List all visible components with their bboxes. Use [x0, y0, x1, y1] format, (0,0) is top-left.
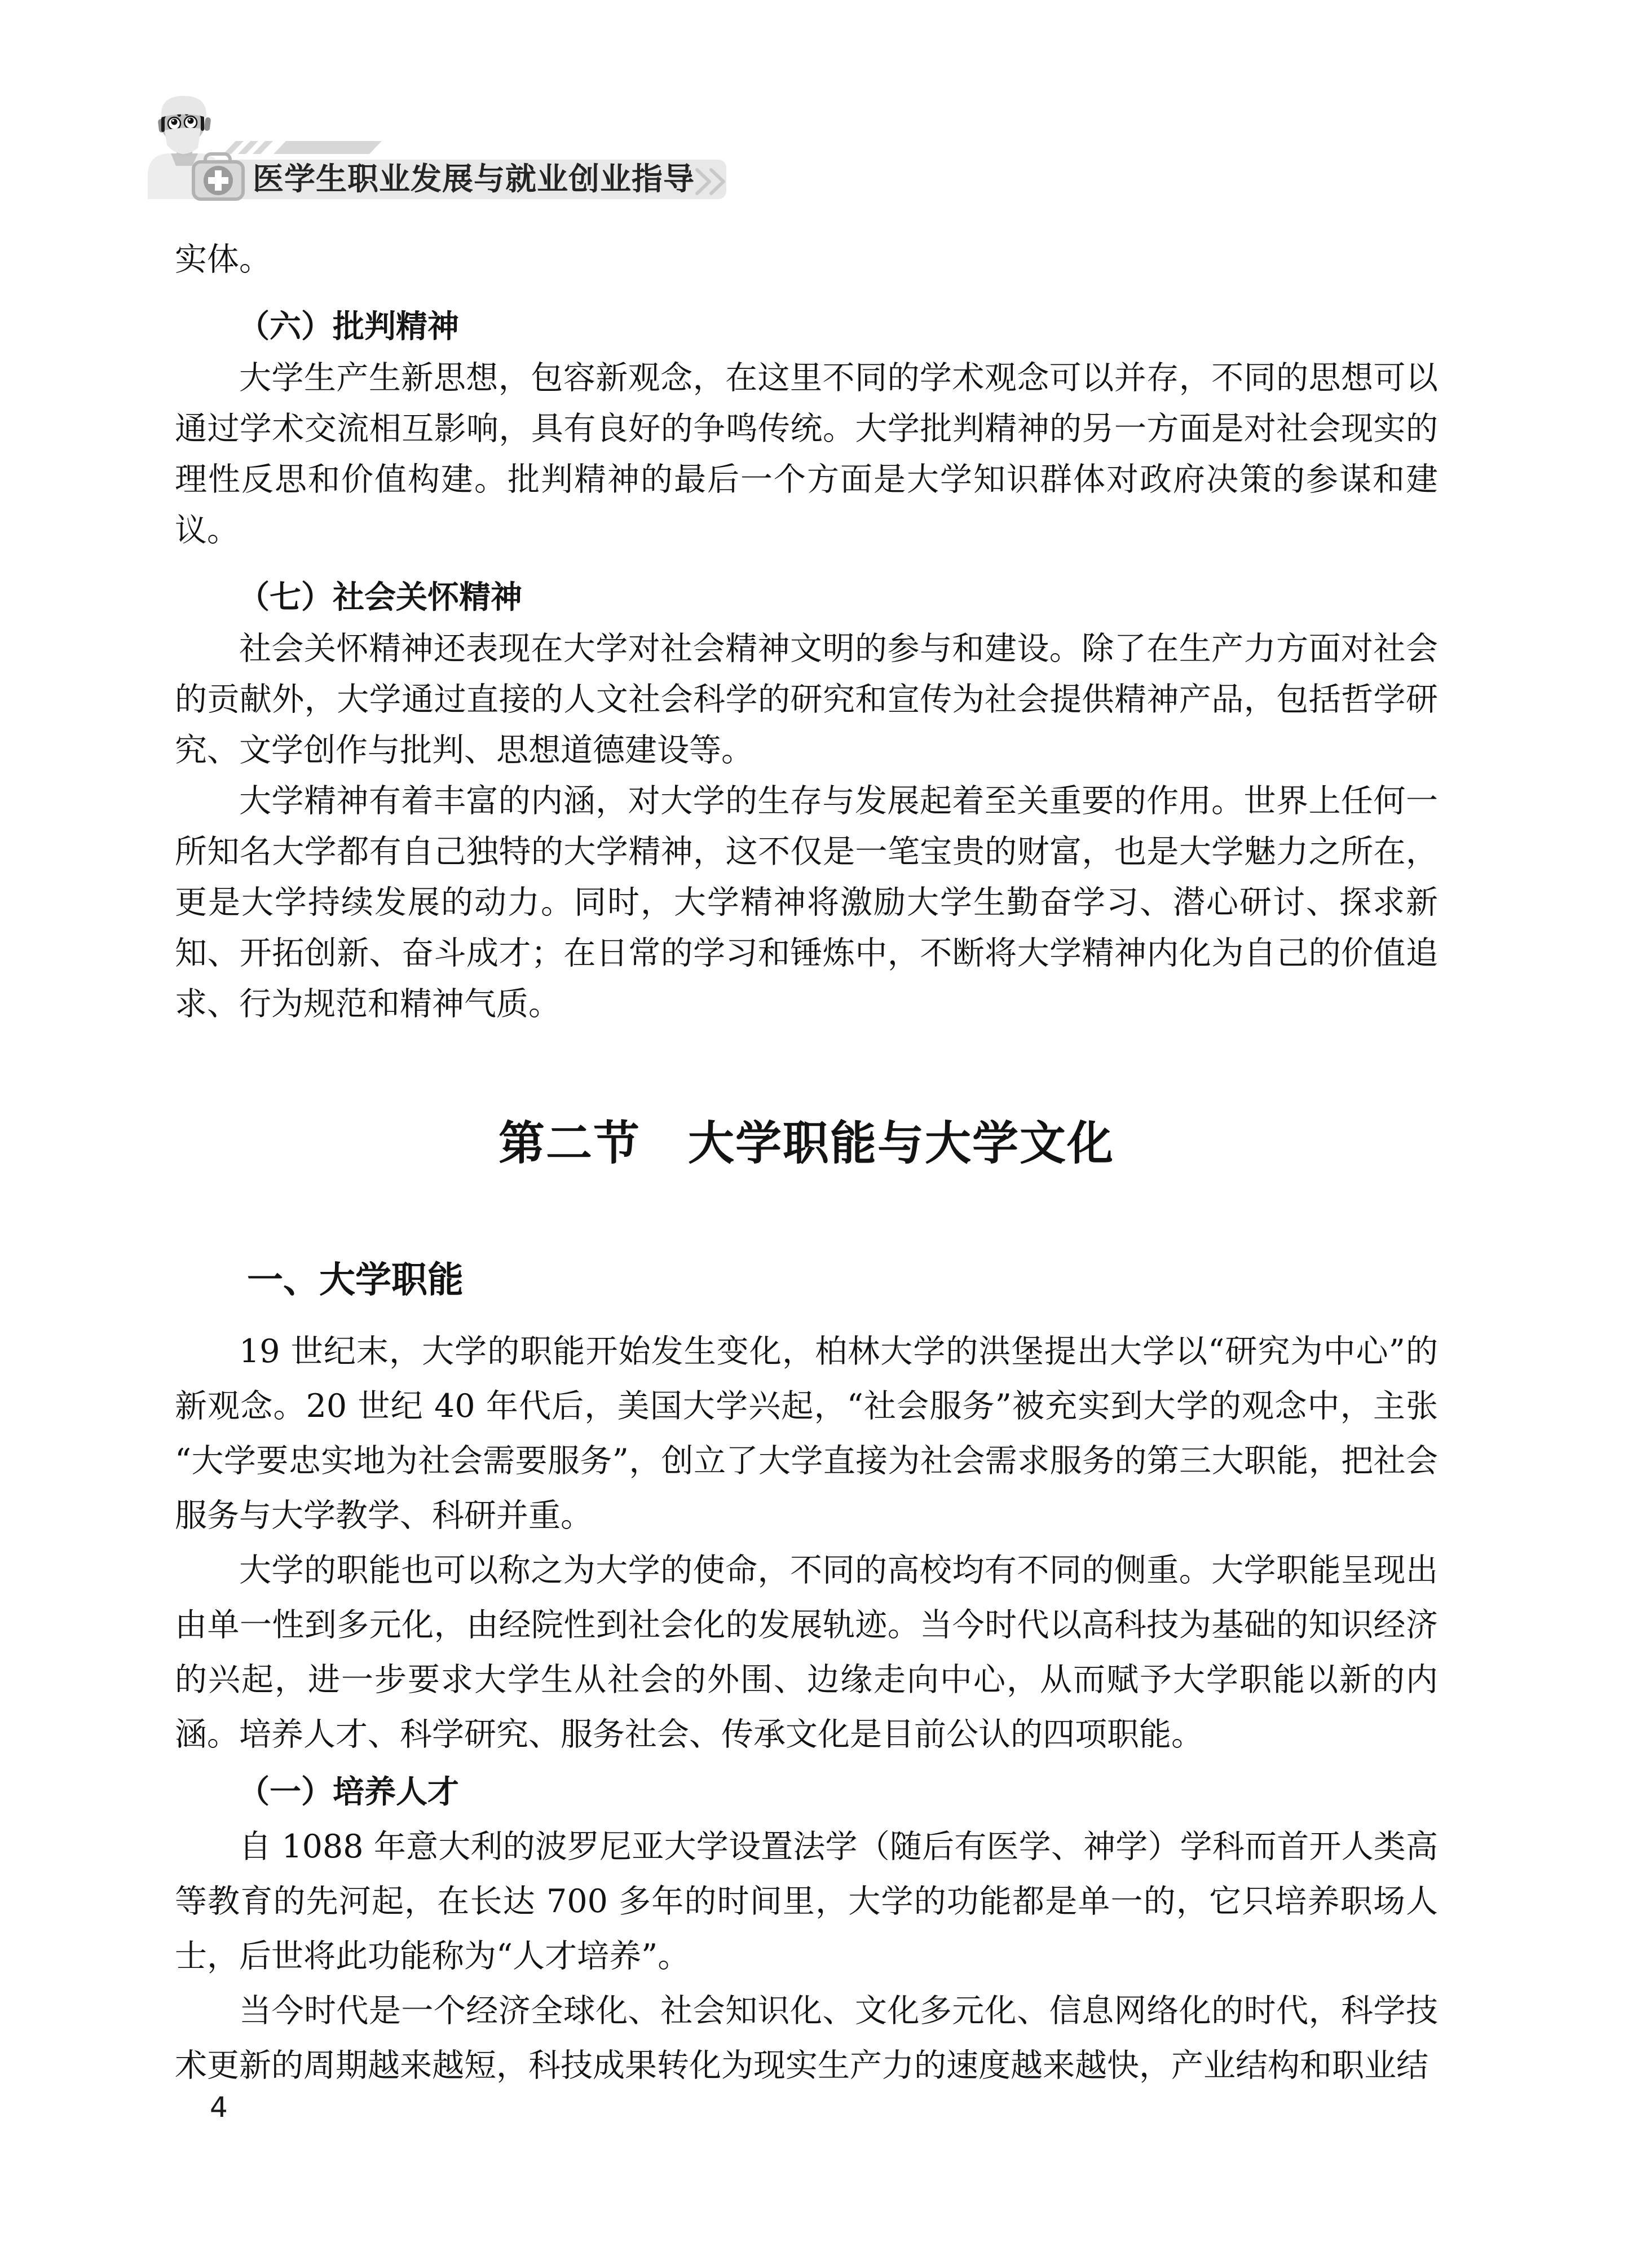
subsection-title-functions: 一、大学职能	[247, 1259, 464, 1301]
paragraph-university-spirit: 大学精神有着丰富的内涵，对大学的生存与发展起着至关重要的作用。世界上任何一所知名大学都有自己独特的大学精神，这不仅是一笔宝贵的财富，也是大学魅力之所在，更是大学持续发展的动力。同时，大学精神将激励大学生勤奋学习、潜心研讨、探求新知、开拓创新、奋斗成才；在日常的学习和锤炼中，不断将大学精神内化为自己的价值追求、行为规范和精神气质。	[175, 782, 1438, 1023]
text-block-lower	[175, 1324, 1438, 2093]
paragraph-bologna: 自 1088 年意大利的波罗尼亚大学设置法学（随后有医学、神学）学科而首开人类高等教育的先河起，在长达 700 多年的时间里，大学的功能都是单一的，它只培养职场人士，后世将此功能称为“人才培养”。	[175, 1828, 1438, 1975]
book-title: 医学生职业发展与就业创业指导	[253, 160, 695, 197]
paragraph-mission: 大学的职能也可以称之为大学的使命，不同的高校均有不同的侧重。大学职能呈现出由单一性到多元化，由经院性到社会化的发展轨迹。当今时代以高科技为基础的知识经济的兴起，进一步要求大学生从社会的外围、边缘走向中心，从而赋予大学职能以新的内涵。培养人才、科学研究、服务社会、传承文化是目前公认的四项职能。	[175, 1552, 1438, 1753]
paragraph-fragment: 实体。	[175, 241, 271, 278]
heading-talent-cultivation: （一）培养人才	[238, 1774, 459, 1811]
paragraph-social-care: 社会关怀精神还表现在大学对社会精神文明的参与和建设。除了在生产力方面对社会的贡献外，大学通过直接的人文社会科学的研究和宣传为社会提供精神产品，包括哲学研究、文学创作与批判、思想道德建设等。	[175, 630, 1438, 769]
heading-social-care-spirit: （七）社会关怀精神	[238, 579, 522, 616]
heading-critical-spirit: （六）批判精神	[238, 309, 459, 345]
paragraph-modern-era: 当今时代是一个经济全球化、社会知识化、文化多元化、信息网络化的时代，科学技术更新的周期越来越短，科技成果转化为现实生产力的速度越来越快，产业结构和职业结	[175, 1992, 1438, 2084]
paragraph-history: 19 世纪末，大学的职能开始发生变化，柏林大学的洪堡提出大学以“研究为中心”的新观念。20 世纪 40 年代后，美国大学兴起，“社会服务”被充实到大学的观念中，主张“大学要忠实地为社会需要服务”，创立了大学直接为社会需求服务的第三大职能，把社会服务与大学教学、科研并重。	[175, 1333, 1438, 1534]
page-number: 4	[210, 2091, 228, 2124]
section-title: 第二节 大学职能与大学文化	[498, 1116, 1114, 1170]
text-block-upper	[175, 234, 1438, 1029]
page-content	[175, 0, 1438, 2093]
paragraph-critical-spirit: 大学生产生新思想，包容新观念，在这里不同的学术观念可以并存，不同的思想可以通过学术交流相互影响，具有良好的争鸣传统。大学批判精神的另一方面是对社会现实的理性反思和价值构建。批判精神的最后一个方面是大学知识群体对政府决策的参谋和建议。	[175, 359, 1438, 549]
